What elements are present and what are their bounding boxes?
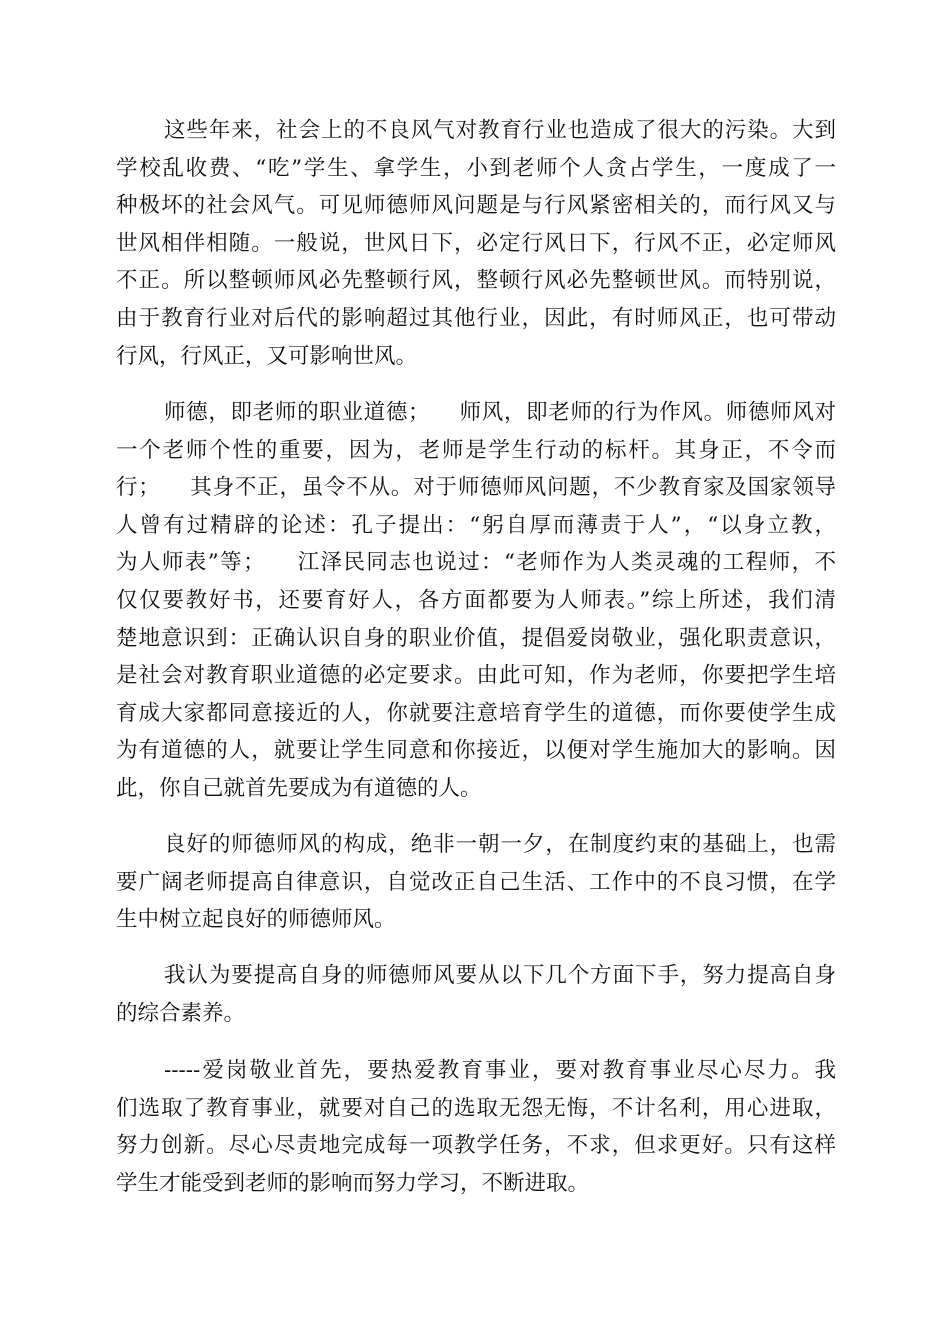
paragraph-line: 学生才能受到老师的影响而努力学习，不断进取。 [116, 1170, 590, 1196]
paragraph-line: 仅仅要教好书，还要育好人，各方面都要为人师表。”综上所述，我们清 [116, 587, 836, 613]
paragraph-line: 种极坏的社会风气。可见师德师风问题是与行风紧密相关的，而行风又与 [116, 193, 836, 219]
paragraph-5 [116, 1052, 836, 1202]
paragraph-line: 楚地意识到：正确认识自身的职业价值，提倡爱岗敬业，强化职责意识， [116, 625, 836, 651]
paragraph-3 [116, 826, 836, 939]
paragraph-line: 此，你自己就首先要成为有道德的人。 [116, 775, 482, 801]
paragraph-2 [116, 394, 836, 808]
paragraph-line: 育成大家都同意接近的人，你就要注意培育学生的道德，而你要使学生成 [116, 700, 836, 726]
paragraph-line: 是社会对教育职业道德的必定要求。由此可知，作为老师，你要把学生培 [116, 663, 836, 689]
paragraph-line: 生中树立起良好的师德师风。 [116, 907, 396, 933]
paragraph-line: 一个老师个性的重要，因为，老师是学生行动的标杆。其身正，不令而 [116, 437, 836, 463]
paragraph-line: 行； 其身不正，虽令不从。对于师德师风问题，不少教育家及国家领导 [116, 475, 836, 501]
paragraph-line: 为人师表”等； 江泽民同志也说过：“老师作为人类灵魂的工程师，不 [116, 550, 836, 576]
paragraph-line: 良好的师德师风的构成，绝非一朝一夕，在制度约束的基础上，也需 [164, 832, 836, 857]
paragraph-line: 由于教育行业对后代的影响超过其他行业，因此，有时师风正，也可带动 [116, 305, 836, 331]
paragraph-line: 这些年来，社会上的不良风气对教育行业也造成了很大的污染。大到 [164, 118, 836, 143]
paragraph-4 [116, 957, 836, 1032]
paragraph-line: 们选取了教育事业，就要对自己的选取无怨无悔，不计名利，用心进取， [116, 1095, 836, 1121]
paragraph-1 [116, 112, 836, 375]
paragraph-line: 世风相伴相随。一般说，世风日下，必定行风日下，行风不正，必定师风 [116, 230, 836, 256]
paragraph-line: 努力创新。尽心尽责地完成每一项教学任务，不求，但求更好。只有这样 [116, 1133, 836, 1159]
paragraph-line: 的综合素养。 [116, 1000, 246, 1026]
paragraph-line: 人曾有过精辟的论述：孔子提出：“躬自厚而薄责于人”，“以身立教， [116, 512, 836, 538]
paragraph-line: 行风，行风正，又可影响世风。 [116, 343, 418, 369]
paragraph-line: 学校乱收费、“吃”学生、拿学生，小到老师个人贪占学生，一度成了一 [116, 155, 836, 181]
paragraph-line: 为有道德的人，就要让学生同意和你接近，以便对学生施加大的影响。因 [116, 738, 836, 764]
paragraph-line: 师德，即老师的职业道德； 师风，即老师的行为作风。师德师风对 [164, 400, 836, 425]
paragraph-line: -----爱岗敬业首先，要热爱教育事业，要对教育事业尽心尽力。我 [164, 1058, 836, 1083]
paragraph-line: 不正。所以整顿师风必先整顿行风，整顿行风必先整顿世风。而特别说， [116, 268, 836, 294]
paragraph-line: 我认为要提高自身的师德师风要从以下几个方面下手，努力提高自身 [164, 963, 836, 988]
paragraph-line: 要广阔老师提高自律意识，自觉改正自己生活、工作中的不良习惯，在学 [116, 869, 836, 895]
